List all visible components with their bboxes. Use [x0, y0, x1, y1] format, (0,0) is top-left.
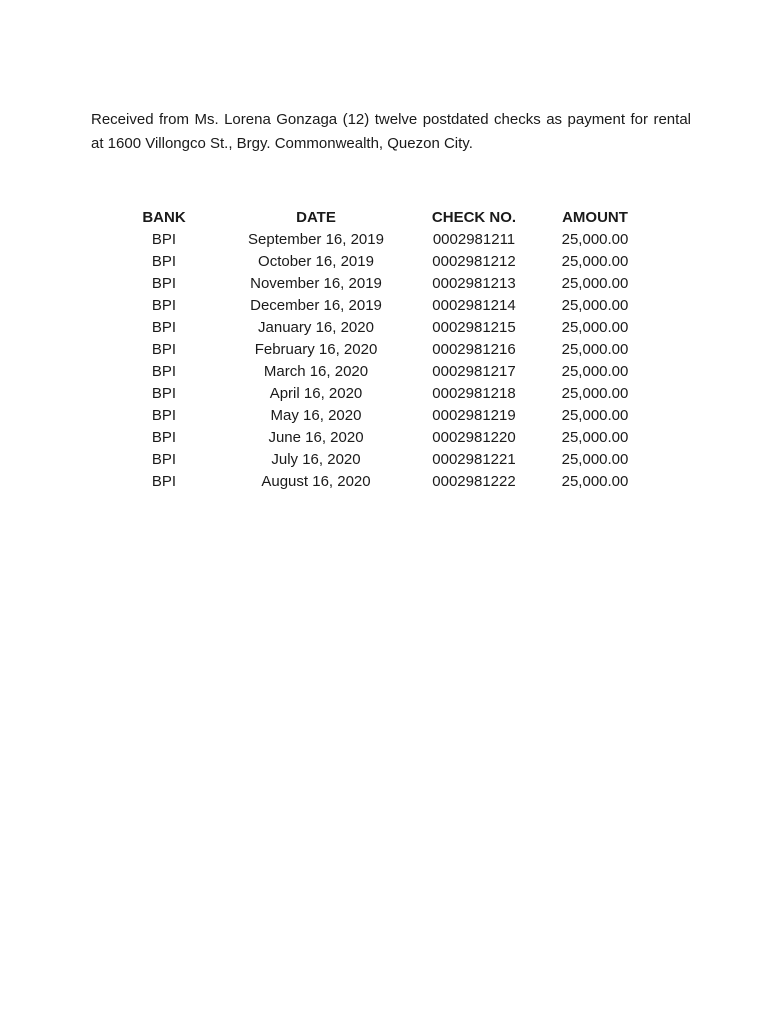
cell-date: February 16, 2020 — [254, 341, 378, 358]
cell-amount: 25,000.00 — [561, 341, 629, 358]
checks-table — [127, 207, 673, 493]
cell-amount: 25,000.00 — [561, 297, 629, 314]
cell-bank: BPI — [151, 429, 177, 446]
cell-amount: 25,000.00 — [561, 473, 629, 490]
cell-date: November 16, 2019 — [250, 275, 382, 292]
cell-amount: 25,000.00 — [561, 407, 629, 424]
cell-amount: 25,000.00 — [561, 253, 629, 270]
cell-check-no: 0002981211 — [432, 231, 516, 248]
cell-check-no: 0002981220 — [432, 429, 516, 446]
table-row — [127, 427, 673, 449]
cell-amount: 25,000.00 — [561, 275, 629, 292]
cell-check-no: 0002981215 — [432, 319, 516, 336]
cell-bank: BPI — [151, 407, 177, 424]
cell-date: March 16, 2020 — [263, 363, 369, 380]
table-row — [127, 449, 673, 471]
cell-check-no: 0002981218 — [432, 385, 516, 402]
cell-date: September 16, 2019 — [248, 231, 384, 248]
checks-table-body — [127, 229, 673, 493]
table-row — [127, 251, 673, 273]
cell-bank: BPI — [151, 231, 177, 248]
cell-check-no: 0002981221 — [432, 451, 516, 468]
cell-bank: BPI — [151, 297, 177, 314]
cell-check-no: 0002981212 — [432, 253, 516, 270]
receipt-statement: Received from Ms. Lorena Gonzaga (12) twelve postdated checks as payment for rental at 1600 Villongco St., Brgy. Commonwealth, Quezon City. — [91, 111, 691, 152]
cell-amount: 25,000.00 — [561, 363, 629, 380]
table-row — [127, 339, 673, 361]
table-row — [127, 273, 673, 295]
table-row — [127, 383, 673, 405]
cell-bank: BPI — [151, 319, 177, 336]
table-row — [127, 317, 673, 339]
header-bank: BANK — [142, 209, 186, 226]
cell-check-no: 0002981222 — [432, 473, 516, 490]
cell-check-no: 0002981213 — [432, 275, 516, 292]
cell-date: May 16, 2020 — [270, 407, 362, 424]
header-date: DATE — [296, 209, 336, 226]
cell-amount: 25,000.00 — [561, 429, 629, 446]
cell-bank: BPI — [151, 385, 177, 402]
cell-date: July 16, 2020 — [271, 451, 361, 468]
cell-bank: BPI — [151, 275, 177, 292]
cell-bank: BPI — [151, 341, 177, 358]
cell-bank: BPI — [151, 363, 177, 380]
cell-check-no: 0002981216 — [432, 341, 516, 358]
table-row — [127, 229, 673, 251]
header-check-no: CHECK NO. — [431, 209, 517, 226]
cell-date: August 16, 2020 — [261, 473, 371, 490]
cell-check-no: 0002981219 — [432, 407, 516, 424]
cell-date: October 16, 2019 — [258, 253, 374, 270]
cell-date: April 16, 2020 — [269, 385, 363, 402]
cell-date: January 16, 2020 — [258, 319, 374, 336]
cell-amount: 25,000.00 — [561, 385, 629, 402]
cell-date: June 16, 2020 — [268, 429, 364, 446]
cell-check-no: 0002981217 — [432, 363, 516, 380]
header-amount: AMOUNT — [562, 209, 628, 226]
cell-amount: 25,000.00 — [561, 451, 629, 468]
table-row — [127, 361, 673, 383]
cell-bank: BPI — [151, 253, 177, 270]
cell-amount: 25,000.00 — [561, 231, 629, 248]
table-row — [127, 295, 673, 317]
table-row — [127, 405, 673, 427]
cell-amount: 25,000.00 — [561, 319, 629, 336]
cell-bank: BPI — [151, 473, 177, 490]
cell-bank: BPI — [151, 451, 177, 468]
table-header-row — [127, 207, 673, 229]
cell-date: December 16, 2019 — [250, 297, 382, 314]
table-row — [127, 471, 673, 493]
cell-check-no: 0002981214 — [432, 297, 516, 314]
